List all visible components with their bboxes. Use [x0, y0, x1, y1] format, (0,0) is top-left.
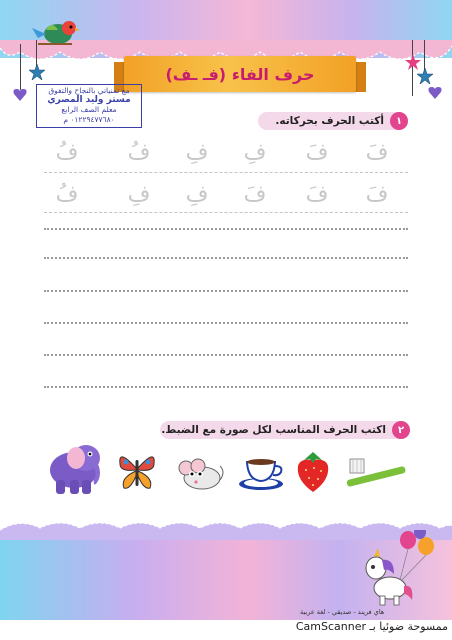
- exercise-2-instruction: [160, 421, 410, 439]
- trace-guide-line: [44, 172, 408, 173]
- cloud-border-bottom: [0, 518, 452, 540]
- writing-line[interactable]: [44, 228, 408, 230]
- mouse-icon: [170, 452, 226, 492]
- trace-letter: فِ: [127, 182, 151, 207]
- teacher-stamp: [36, 84, 142, 128]
- heart-icon: [13, 88, 27, 101]
- balloons-icon: [398, 530, 442, 586]
- trace-letter: فُ: [55, 140, 79, 165]
- tea-cup-icon: [236, 452, 286, 492]
- heart-icon: [428, 86, 442, 99]
- ornament-string: [20, 44, 21, 90]
- trace-letter: فِ: [185, 182, 209, 207]
- exercise-1-text: أكتب الحرف بحركاته.: [275, 115, 384, 127]
- elephant-icon: [40, 438, 104, 496]
- trace-guide-line: [44, 212, 408, 213]
- star-icon: [417, 68, 433, 84]
- exercise-1-number: ١: [390, 112, 408, 130]
- exercise-1-instruction: [258, 112, 408, 130]
- writing-line[interactable]: [44, 354, 408, 356]
- exercise-2-number: ٢: [392, 421, 410, 439]
- butterfly-icon: [116, 448, 158, 492]
- stamp-line-1: مع تمنياتي بالنجاح والتفوق: [48, 86, 130, 95]
- trace-letter: فَ: [243, 182, 267, 207]
- page-title: حرف الفاء (فـ ـف): [165, 64, 315, 84]
- writing-line[interactable]: [44, 322, 408, 324]
- writing-line[interactable]: [44, 290, 408, 292]
- footer-book-title: هاي فريند - صديقي - لغة عربية: [300, 608, 385, 616]
- title-ribbon: [124, 56, 356, 92]
- toothbrush-icon: [344, 455, 406, 495]
- writing-line[interactable]: [44, 386, 408, 388]
- strawberry-icon: [294, 450, 332, 494]
- ornament-string: [424, 40, 425, 70]
- writing-line[interactable]: [44, 257, 408, 259]
- stamp-line-4: ٠١٢٢٩٤٧٧٦٨٠ م: [63, 114, 115, 124]
- trace-letter: فِ: [243, 140, 267, 165]
- trace-letter: فَ: [365, 140, 389, 165]
- camscanner-watermark: ممسوحة ضوئيا بـ CamScanner: [295, 620, 448, 633]
- star-icon: [29, 64, 45, 80]
- trace-letter: فَ: [305, 182, 329, 207]
- trace-letter: فُ: [55, 182, 79, 207]
- trace-letter: فَ: [365, 182, 389, 207]
- stamp-line-2: مستر وليد المصري: [47, 94, 131, 105]
- exercise-2-text: اكتب الحرف المناسب لكل صورة مع الضبط.: [161, 424, 386, 436]
- trace-letter: فُ: [127, 140, 151, 165]
- stamp-line-3: معلم الصف الرابع: [61, 105, 117, 114]
- trace-letter: فَ: [305, 140, 329, 165]
- trace-letter: فِ: [185, 140, 209, 165]
